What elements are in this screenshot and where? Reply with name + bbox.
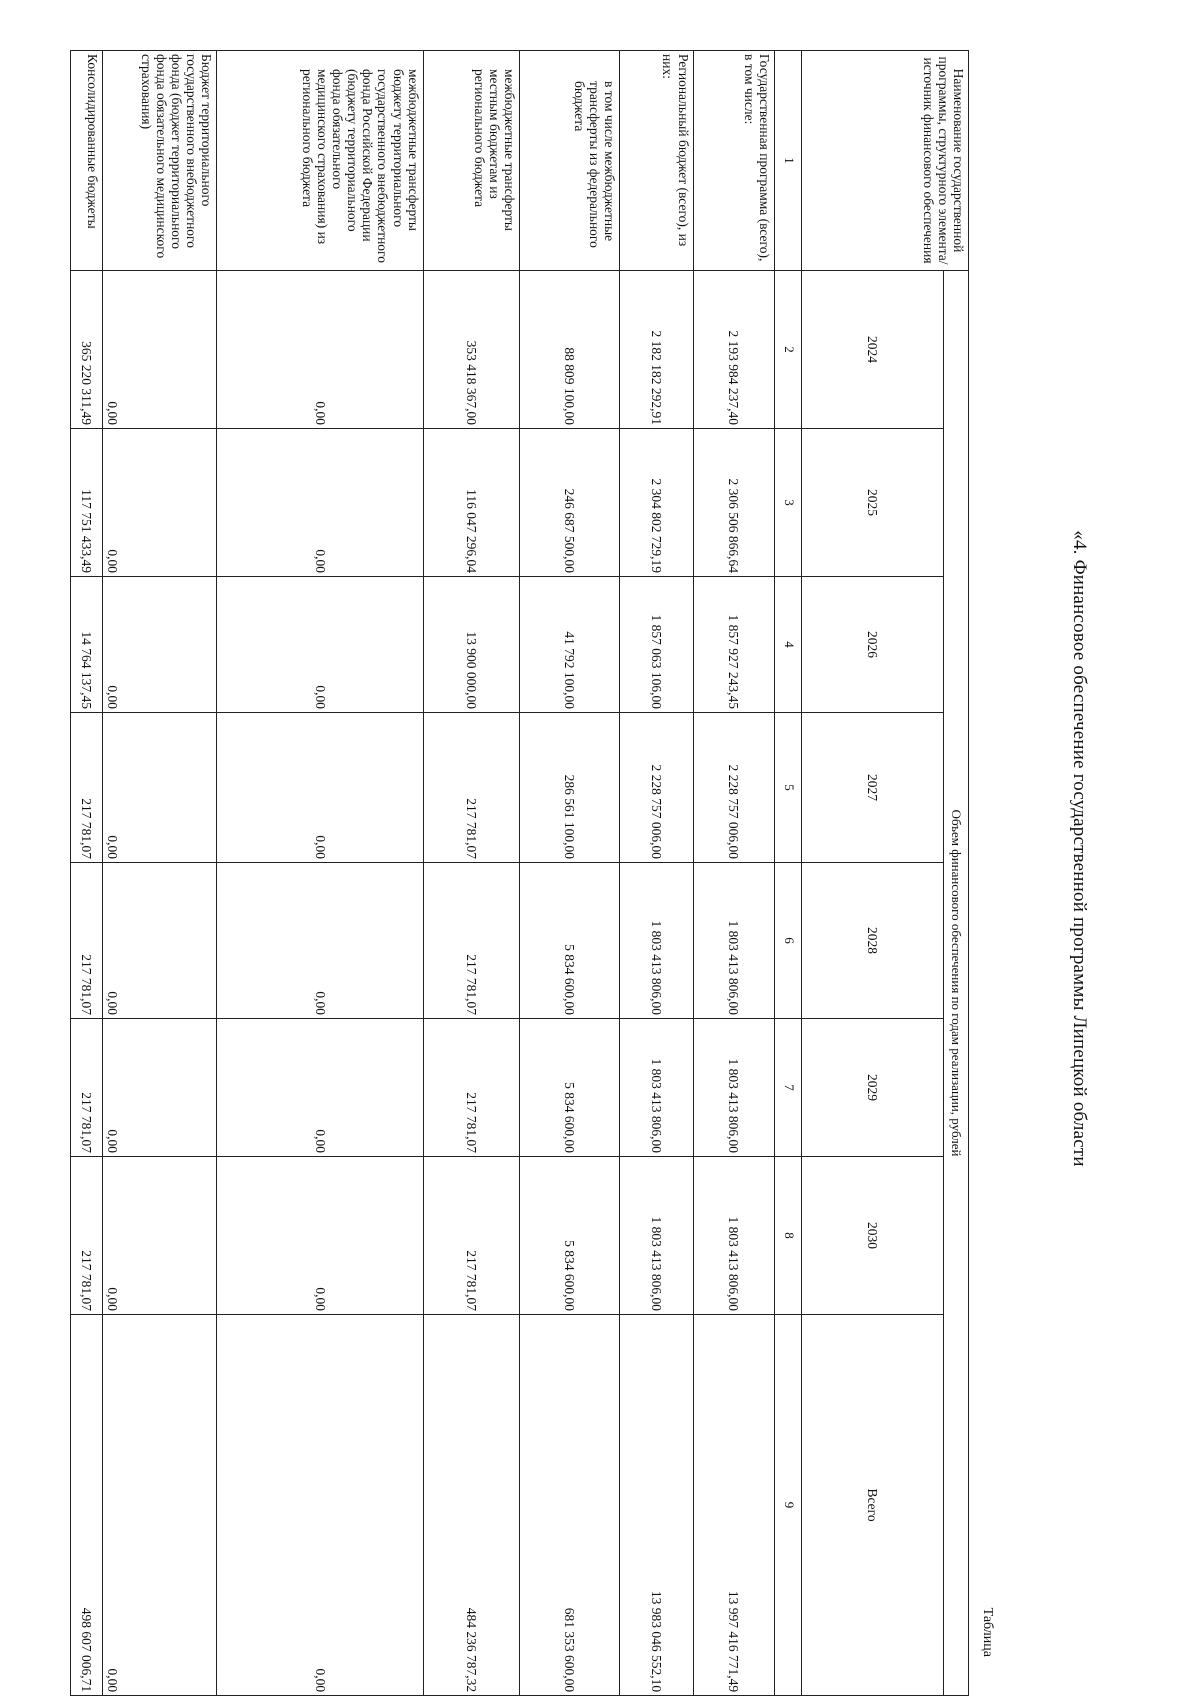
table-row (423, 51, 519, 1696)
cell-value: 498 607 006,71 (71, 1315, 103, 1696)
table-row (102, 51, 217, 1696)
row-label: в том числе межбюджетные трансферты из федерального бюджета (520, 51, 620, 271)
year-header: 2027 (802, 713, 944, 863)
cell-value: 1 803 413 806,00 (619, 863, 693, 1019)
year-header: 2029 (802, 1019, 944, 1157)
year-header-row (802, 51, 944, 1696)
cell-value: 13 983 046 552,10 (619, 1315, 693, 1696)
cell-value: 5 834 600,00 (520, 863, 620, 1019)
cell-value: 0,00 (217, 863, 423, 1019)
cell-value: 0,00 (217, 1315, 423, 1696)
cell-value: 41 792 100,00 (520, 577, 620, 713)
cell-value: 217 781,07 (71, 1019, 103, 1157)
cell-value: 0,00 (102, 863, 217, 1019)
cell-value: 286 561 100,00 (520, 713, 620, 863)
column-number-row (775, 51, 802, 1696)
cell-value: 14 764 137,45 (71, 577, 103, 713)
row-label: Государственная программа (всего), в том числе: (693, 51, 775, 271)
column-number: 3 (775, 429, 802, 577)
cell-value: 0,00 (102, 713, 217, 863)
table-header-row (944, 51, 969, 1696)
cell-value: 1 803 413 806,00 (619, 1157, 693, 1315)
year-header: 2030 (802, 1157, 944, 1315)
cell-value: 88 809 100,00 (520, 271, 620, 429)
row-label: межбюджетные трансферты местным бюджетам из регионального бюджета (423, 51, 519, 271)
cell-value: 217 781,07 (423, 863, 519, 1019)
cell-value: 681 353 600,00 (520, 1315, 620, 1696)
financing-table (70, 50, 969, 1696)
cell-value: 2 182 182 292,91 (619, 271, 693, 429)
cell-value: 0,00 (102, 429, 217, 577)
column-number: 4 (775, 577, 802, 713)
table-row (71, 51, 103, 1696)
cell-value: 1 803 413 806,00 (693, 863, 775, 1019)
cell-value: 217 781,07 (71, 863, 103, 1019)
cell-value: 5 834 600,00 (520, 1019, 620, 1157)
cell-value: 217 781,07 (71, 1157, 103, 1315)
name-column-header: Наименование государственной программы, структурного элемента/источник финансового обеспечения (802, 51, 969, 271)
cell-value: 0,00 (102, 271, 217, 429)
year-header: 2028 (802, 863, 944, 1019)
total-header: Всего (802, 1315, 944, 1696)
cell-value: 0,00 (217, 429, 423, 577)
cell-value: 353 418 367,00 (423, 271, 519, 429)
cell-value: 0,00 (102, 1315, 217, 1696)
cell-value: 365 220 311,49 (71, 271, 103, 429)
cell-value: 0,00 (102, 577, 217, 713)
year-header: 2024 (802, 271, 944, 429)
cell-value: 484 236 787,32 (423, 1315, 519, 1696)
cell-value: 0,00 (217, 1019, 423, 1157)
cell-value: 117 751 433,49 (71, 429, 103, 577)
column-number: 2 (775, 271, 802, 429)
cell-value: 13 900 000,00 (423, 577, 519, 713)
table-row (217, 51, 423, 1696)
cell-value: 0,00 (102, 1019, 217, 1157)
year-header: 2026 (802, 577, 944, 713)
cell-value: 0,00 (217, 1157, 423, 1315)
cell-value: 13 997 416 771,49 (693, 1315, 775, 1696)
cell-value: 217 781,07 (71, 713, 103, 863)
column-number: 9 (775, 1315, 802, 1696)
column-number: 8 (775, 1157, 802, 1315)
cell-value: 1 857 927 243,45 (693, 577, 775, 713)
cell-value: 217 781,07 (423, 713, 519, 863)
cell-value: 0,00 (217, 271, 423, 429)
cell-value: 1 803 413 806,00 (619, 1019, 693, 1157)
volume-header: Объем финансового обеспечения по годам реализации, рублей (944, 271, 969, 1696)
column-number: 6 (775, 863, 802, 1019)
cell-value: 2 228 757 006,00 (693, 713, 775, 863)
column-number: 5 (775, 713, 802, 863)
cell-value: 217 781,07 (423, 1019, 519, 1157)
row-label: Региональный бюджет (всего), из них: (619, 51, 693, 271)
document-title: «4. Финансовое обеспечение государственной программы Липецкой области (1069, 530, 1090, 1167)
cell-value: 116 047 296,04 (423, 429, 519, 577)
column-number: 7 (775, 1019, 802, 1157)
cell-value: 1 803 413 806,00 (693, 1019, 775, 1157)
table-row (520, 51, 620, 1696)
row-label: межбюджетные трансферты бюджету территориального государственного внебюджетного фонда Российской Федерации (бюджету территориального фонда обязательного медицинского страхования) из регионального бюджета (217, 51, 423, 271)
cell-value: 5 834 600,00 (520, 1157, 620, 1315)
cell-value: 2 228 757 006,00 (619, 713, 693, 863)
cell-value: 0,00 (217, 713, 423, 863)
table-row (693, 51, 775, 1696)
cell-value: 0,00 (102, 1157, 217, 1315)
column-number: 1 (775, 51, 802, 271)
cell-value: 217 781,07 (423, 1157, 519, 1315)
cell-value: 0,00 (217, 577, 423, 713)
cell-value: 2 304 802 729,19 (619, 429, 693, 577)
table-row (619, 51, 693, 1696)
cell-value: 2 193 984 237,40 (693, 271, 775, 429)
cell-value: 1 803 413 806,00 (693, 1157, 775, 1315)
row-label: Консолидированные бюджеты (71, 51, 103, 271)
cell-value: 1 857 063 106,00 (619, 577, 693, 713)
table-label: Таблица (980, 1607, 995, 1657)
year-header: 2025 (802, 429, 944, 577)
row-label: Бюджет территориального государственного внебюджетного фонда (бюджет территориального фонда обязательного медицинского страхования) (102, 51, 217, 271)
cell-value: 246 687 500,00 (520, 429, 620, 577)
cell-value: 2 306 506 866,64 (693, 429, 775, 577)
